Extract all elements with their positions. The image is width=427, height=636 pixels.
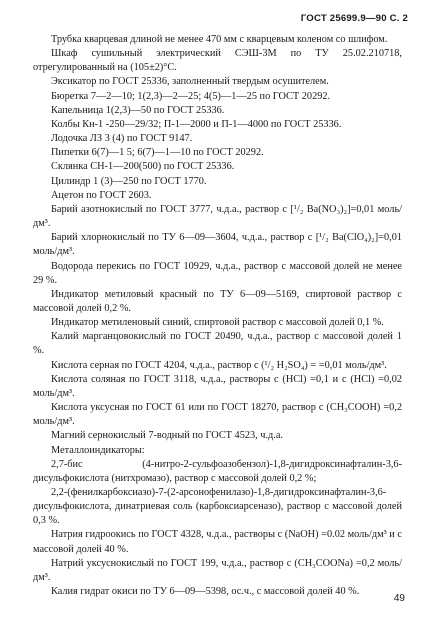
- paragraph-magnesium-sulfate: Магний сернокислый 7-водный по ГОСТ 4523, ч.д.а.: [51, 430, 284, 442]
- paragraph-desiccator: Эксикатор по ГОСТ 25336, заполненный твердым осушителем.: [51, 76, 329, 88]
- page-number: 49: [393, 593, 405, 604]
- paragraph-carboxyarsenazo: 2,2-(фенилкарбоксиазо)-7-(2-арсонофенилазо)-1,8-дигидроксинафталин-3,6-дисульфокислота, динатриевая соль (карбоксиарсеназо), раствор с массовой долей 0,3 %.: [33, 487, 402, 527]
- paragraph-sulfuric-acid: Кислота серная по ГОСТ 4204, ч.д.а., раствор с (¹/₂ H₂SO₄) = =0,01 моль/дм³.: [51, 359, 387, 371]
- paragraph-sodium-hydroxide: Натрия гидроокись по ГОСТ 4328, ч.д.а., растворы с (NaOH) =0.02 моль/дм³ и с массовой долей 40 %.: [33, 529, 402, 555]
- paragraph-boat: Лодочка ЛЗ 3 (4) по ГОСТ 9147.: [51, 133, 193, 145]
- paragraph-sodium-acetate: Натрий уксуснокислый по ГОСТ 199, ч.д.а., раствор с (CH₃COONa) =0,2 моль/дм³.: [33, 557, 402, 583]
- paragraph-barium-perchlorate: Барий хлорнокислый по ТУ 6—09—3604, ч.д.а., раствор с [¹/₂ Ba(ClO₄)₂]=0,01 моль/дм³.: [33, 232, 402, 258]
- page-body: [33, 33, 402, 599]
- paragraph-potassium-hydroxide: Калия гидрат окиси по ТУ 6—09—5398, ос.ч., с массовой долей 40 %.: [51, 586, 360, 598]
- paragraph-dropper: Капельница 1(2,3)—50 по ГОСТ 25336.: [51, 104, 225, 116]
- paragraph-barium-nitrate: Барий азотнокислый по ГОСТ 3777, ч.д.а., раствор с [¹/₂ Ba(NO₃)₂]=0,01 моль/дм³.: [33, 203, 402, 230]
- paragraph-flasks: Колбы Кн-1 -250—29/32; П-1—2000 и П-1—4000 по ГОСТ 25336.: [51, 118, 342, 130]
- paragraph-methyl-red: Индикатор метиловый красный по ТУ 6—09—5169, спиртовой раствор с массовой долей 0,2 %.: [33, 288, 402, 314]
- paragraph-quartz-tube: Трубка кварцевая длиной не менее 470 мм с кварцевым коленом со шлифом.: [51, 34, 388, 45]
- paragraph-drying-cabinet: Шкаф сушильный электрический СЭШ-3М по ТУ 25.02.210718, отрегулированный на (105±2)°С.: [33, 48, 402, 74]
- paragraph-permanganate: Калий марганцовокислый по ГОСТ 20490, ч.д.а., раствор с массовой долей 1 %.: [33, 331, 402, 357]
- paragraph-acetic-acid: Кислота уксусная по ГОСТ 61 или по ГОСТ 18270, раствор с (CH₃COOH) =0,2 моль/дм³.: [33, 402, 402, 428]
- paragraph-hydrochloric-acid: Кислота соляная по ГОСТ 3118, ч.д.а., растворы с (HCl) =0,1 и с (HCl) =0,02 моль/дм³.: [33, 373, 402, 399]
- paragraph-burette: Бюретка 7—2—10; 1(2,3)—2—25; 4(5)—1—25 по ГОСТ 20292.: [51, 90, 331, 102]
- running-header: ГОСТ 25699.9—90 С. 2: [300, 13, 408, 24]
- paragraph-nitchromazo: 2,7-бис (4-нитро-2-сульфоазобензол)-1,8-дигидроксинафталин-3,6-дисульфокислота (нитхромазо), раствор с массовой долей 0,2 %;: [33, 458, 402, 484]
- paragraph-cylinder: Цилиндр 1 (3)—250 по ГОСТ 1770.: [51, 175, 207, 187]
- paragraph-metalloindicators: Металлоиндикаторы:: [51, 444, 145, 456]
- paragraph-hydrogen-peroxide: Водорода перекись по ГОСТ 10929, ч.д.а., раствор с массовой долей не менее 29 %.: [33, 260, 402, 286]
- paragraph-pipettes: Пипетки 6(7)—1 5; 6(7)—1—10 по ГОСТ 20292.: [51, 147, 264, 159]
- paragraph-methylene-blue: Индикатор метиленовый синий, спиртовой раствор с массовой долей 0,1 %.: [51, 317, 384, 329]
- paragraph-jar: Склянка СН-1—200(500) по ГОСТ 25336.: [51, 161, 235, 173]
- paragraph-acetone: Ацетон по ГОСТ 2603.: [51, 189, 152, 201]
